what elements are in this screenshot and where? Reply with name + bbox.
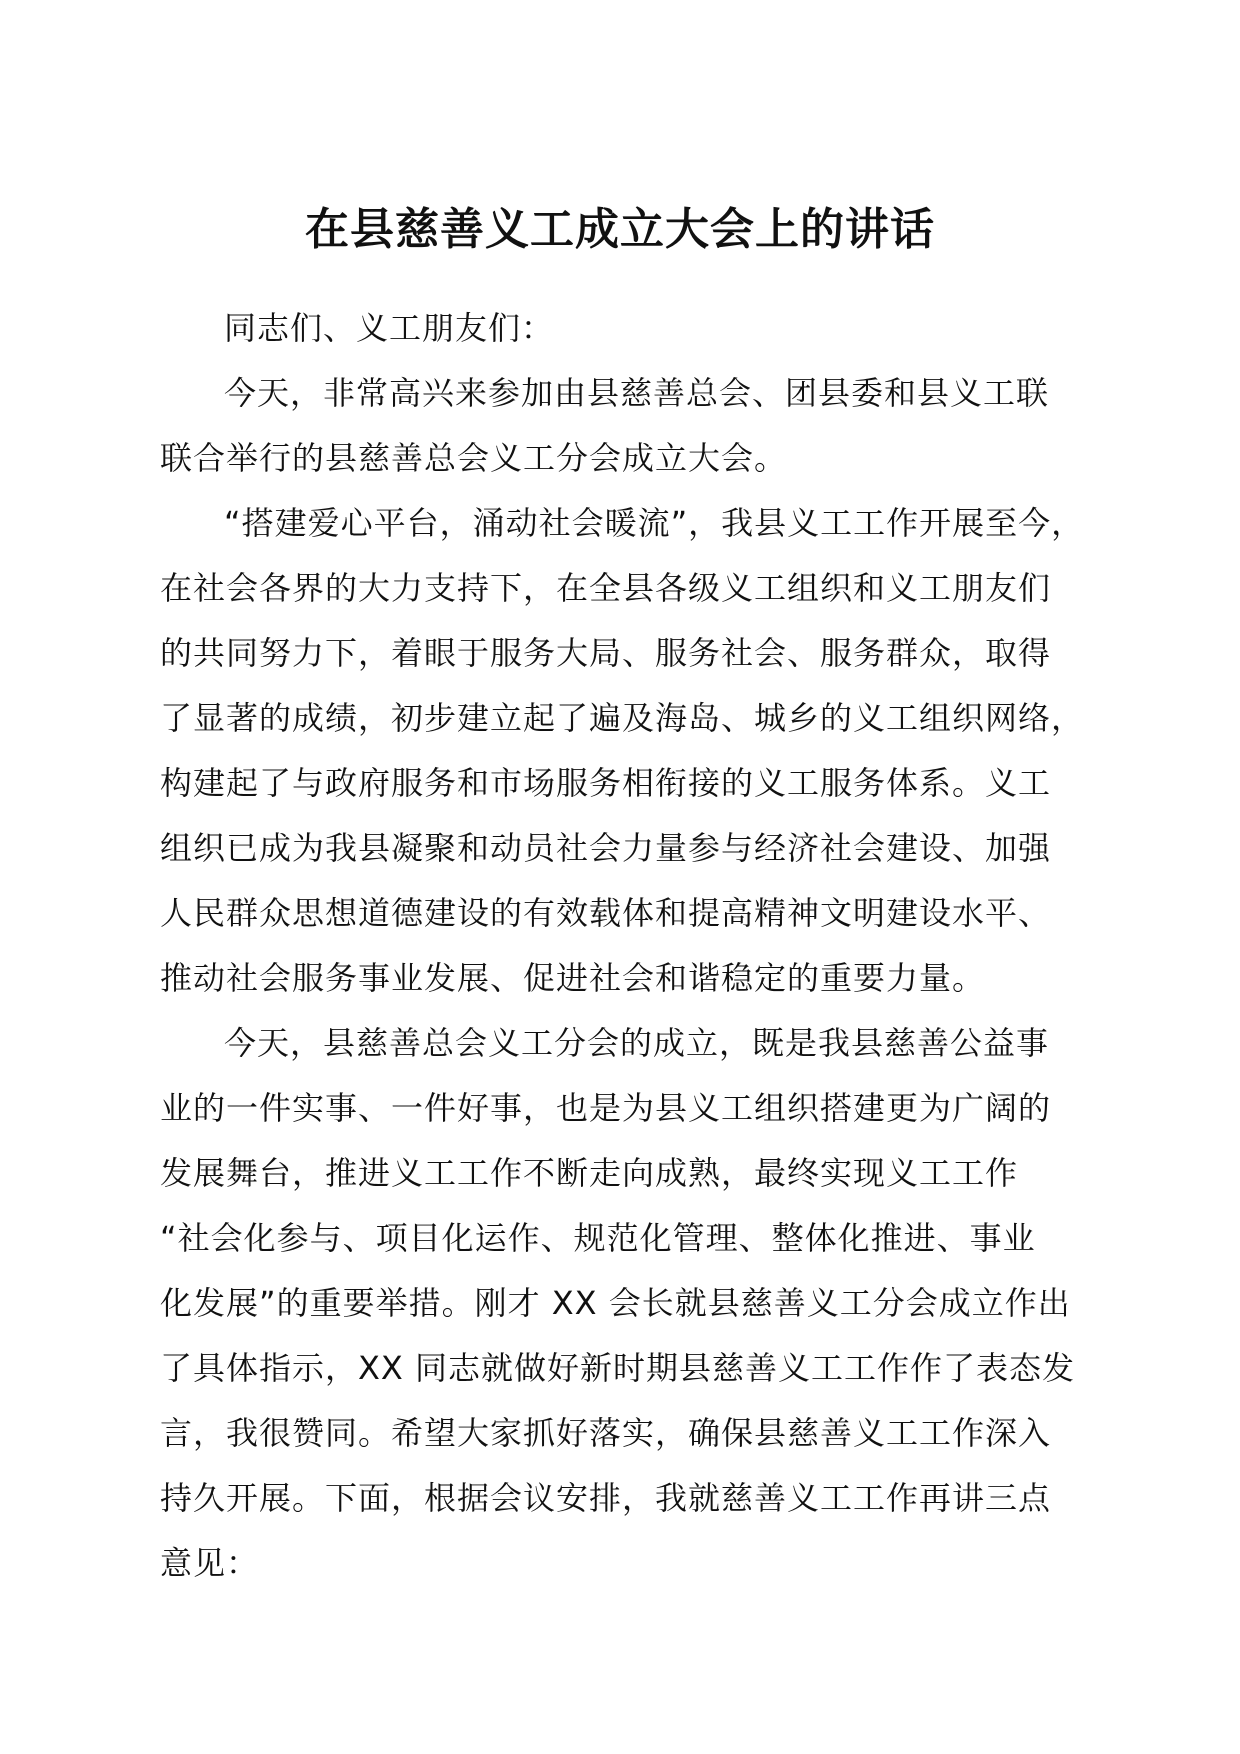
text-line: 今天，非常高兴来参加由县慈善总会、团县委和县义工联: [224, 374, 1050, 412]
text-line: 业的一件实事、一件好事，也是为县义工组织搭建更为广阔的: [160, 1089, 1052, 1127]
text-line: “搭建爱心平台，涌动社会暖流”，我县义工工作开展至今，: [224, 504, 1085, 542]
text-line: 持久开展。下面，根据会议安排，我就慈善义工工作再讲三点: [160, 1479, 1052, 1517]
text-line: 的共同努力下，着眼于服务大局、服务社会、服务群众，取得: [160, 634, 1052, 672]
text-line: 组织已成为我县凝聚和动员社会力量参与经济社会建设、加强: [160, 829, 1052, 867]
text-line: 了显著的成绩，初步建立起了遍及海岛、城乡的义工组织网络，: [160, 699, 1085, 737]
text-line: 推动社会服务事业发展、促进社会和谐稳定的重要力量。: [160, 959, 986, 997]
text-line: 人民群众思想道德建设的有效载体和提高精神文明建设水平、: [160, 894, 1052, 932]
text-line: 同志们、义工朋友们：: [224, 309, 555, 347]
text-line: 今天，县慈善总会义工分会的成立，既是我县慈善公益事: [224, 1024, 1050, 1062]
text-line: 化发展”的重要举措。刚才 XX 会长就县慈善义工分会成立作出: [160, 1284, 1071, 1322]
text-line: 发展舞台，推进义工工作不断走向成熟，最终实现义工工作: [160, 1154, 1019, 1192]
text-line: 了具体指示，XX 同志就做好新时期县慈善义工工作作了表态发: [160, 1349, 1076, 1387]
text-line: 意见：: [160, 1544, 260, 1582]
text-line: 在社会各界的大力支持下，在全县各级义工组织和义工朋友们: [160, 569, 1052, 607]
document-title: 在县慈善义工成立大会上的讲话: [305, 204, 935, 255]
text-line: 言，我很赞同。希望大家抓好落实，确保县慈善义工工作深入: [160, 1414, 1052, 1452]
text-line: 构建起了与政府服务和市场服务相衔接的义工服务体系。义工: [160, 764, 1052, 802]
text-line: 联合举行的县慈善总会义工分会成立大会。: [160, 439, 788, 477]
document-body: [160, 296, 1100, 1596]
text-line: “社会化参与、项目化运作、规范化管理、整体化推进、事业: [160, 1219, 1036, 1257]
